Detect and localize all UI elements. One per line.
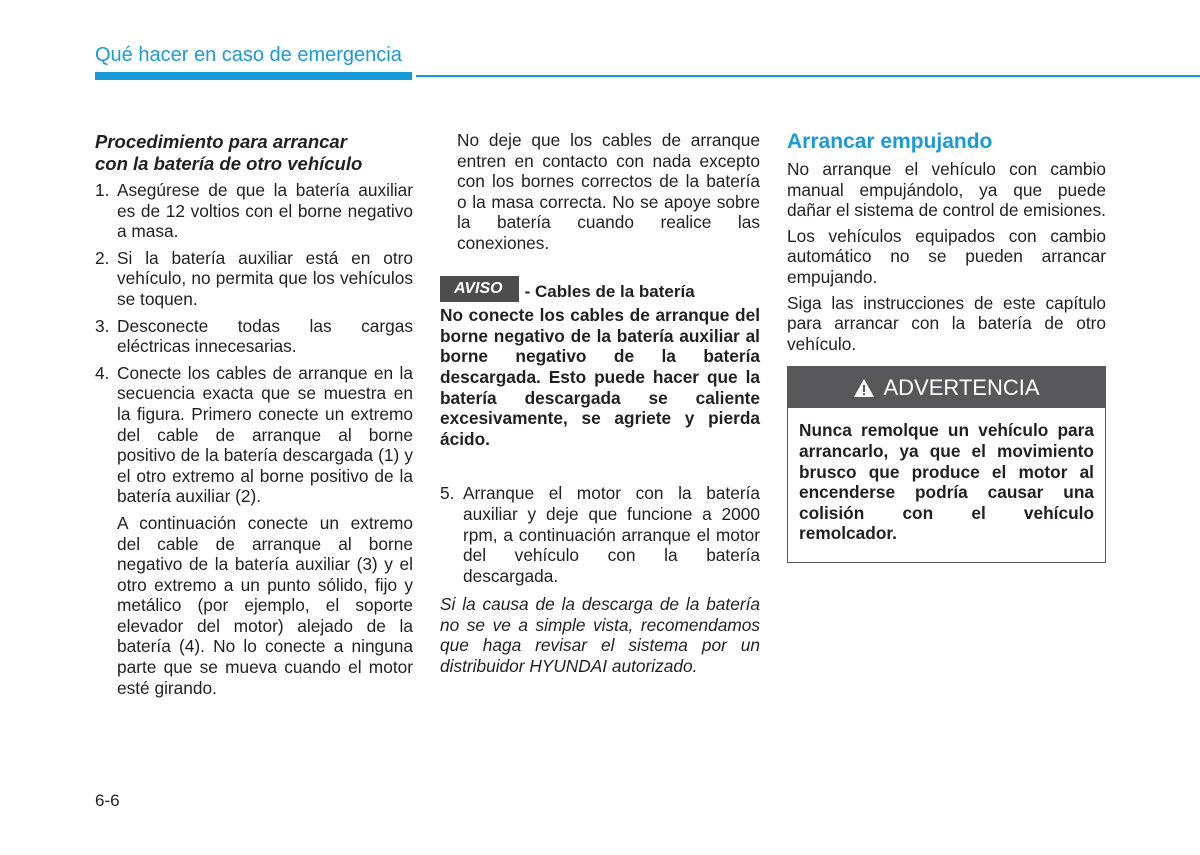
list-item bbox=[95, 316, 413, 357]
page-number: 6-6 bbox=[95, 791, 120, 810]
notice-title: - Cables de la batería bbox=[524, 281, 695, 301]
body-paragraph: No arranque el vehículo con cambio manual empujándolo, ya que puede dañar el sistema de control de emisiones. bbox=[787, 159, 1106, 221]
column-left bbox=[95, 130, 413, 698]
list-item-number: 4. bbox=[95, 362, 110, 383]
body-paragraph: Los vehículos equipados con cambio automático no se pueden arrancar empujando. bbox=[787, 225, 1106, 287]
list-item-number: 5. bbox=[440, 483, 455, 504]
list-item bbox=[95, 363, 413, 507]
subheading-line-2: con la batería de otro vehículo bbox=[95, 152, 363, 174]
notice-badge: AVISO bbox=[440, 276, 519, 302]
section-subheading bbox=[95, 131, 413, 174]
list-item-number: 1. bbox=[95, 180, 110, 200]
notice-body: No conecte los cables de arranque del borne negativo de la batería auxiliar al borne negativo de la batería descargada. Esto puede hacer que la batería descargada se caliente excesivamente, se agriete y pierda ácido. bbox=[440, 305, 760, 449]
warning-box bbox=[787, 366, 1106, 563]
header-rule-thick bbox=[95, 72, 412, 80]
caution-paragraph: No deje que los cables de arranque entren en contacto con nada excepto con los bornes correctos de la batería o la masa correcta. No se apoye sobre la batería cuando realice las conexiones. bbox=[457, 130, 760, 253]
header-rule-thin bbox=[416, 75, 1200, 77]
italic-note: Si la causa de la descarga de la batería no se ve a simple vista, recomendamos que haga revisar el sistema por un distribuidor HYUNDAI autorizado. bbox=[440, 594, 760, 677]
list-item-text: Si la batería auxiliar está en otro vehículo, no permita que los vehículos se toquen. bbox=[117, 247, 413, 309]
list-item-text: Asegúrese de que la batería auxiliar es de 12 voltios con el borne negativo a masa. bbox=[117, 180, 413, 242]
column-right bbox=[787, 130, 1106, 563]
warning-title: ADVERTENCIA bbox=[883, 374, 1040, 400]
notice-header bbox=[440, 276, 760, 303]
list-item-continuation: A continuación conecte un extremo del cable de arranque al borne negativo de la batería auxiliar (3) y el otro extremo a un punto sólido, fijo y metálico (por ejemplo, el soporte elevador del motor) alejado de la batería (4). No lo conecte a ninguna parte que se mueva cuando el motor esté girando. bbox=[117, 512, 413, 698]
section-heading: Arrancar empujando bbox=[787, 130, 993, 153]
subheading-line-1: Procedimiento para arrancar bbox=[95, 131, 347, 152]
list-item-text: Arranque el motor con la batería auxiliar y deje que funcione a 2000 rpm, a continuación arranque el motor del vehículo con la batería descargada. bbox=[463, 483, 760, 586]
warning-body: Nunca remolque un vehículo para arrancarlo, ya que el movimiento brusco que produce el motor al encenderse podría causar una colisión con el vehículo remolcador. bbox=[799, 420, 1094, 544]
list-item-text: Conecte los cables de arranque en la secuencia exacta que se muestra en la figura. Primero conecte un extremo del cable de arranque al borne positivo de la batería descargada (1) y el otro extremo al borne positivo de la batería auxiliar (2). bbox=[117, 362, 413, 507]
list-item-number: 2. bbox=[95, 247, 110, 268]
warning-triangle-icon bbox=[853, 378, 875, 398]
body-paragraph: Siga las instrucciones de este capítulo para arrancar con la batería de otro vehículo. bbox=[787, 292, 1106, 354]
list-item bbox=[95, 248, 413, 310]
list-item bbox=[440, 483, 760, 586]
list-item bbox=[95, 180, 413, 242]
chapter-title: Qué hacer en caso de emergencia bbox=[95, 44, 402, 66]
list-item-number: 3. bbox=[95, 315, 110, 336]
column-middle bbox=[440, 130, 760, 677]
list-item-text: Desconecte todas las cargas eléctricas innecesarias. bbox=[117, 315, 413, 357]
warning-header bbox=[788, 367, 1105, 408]
